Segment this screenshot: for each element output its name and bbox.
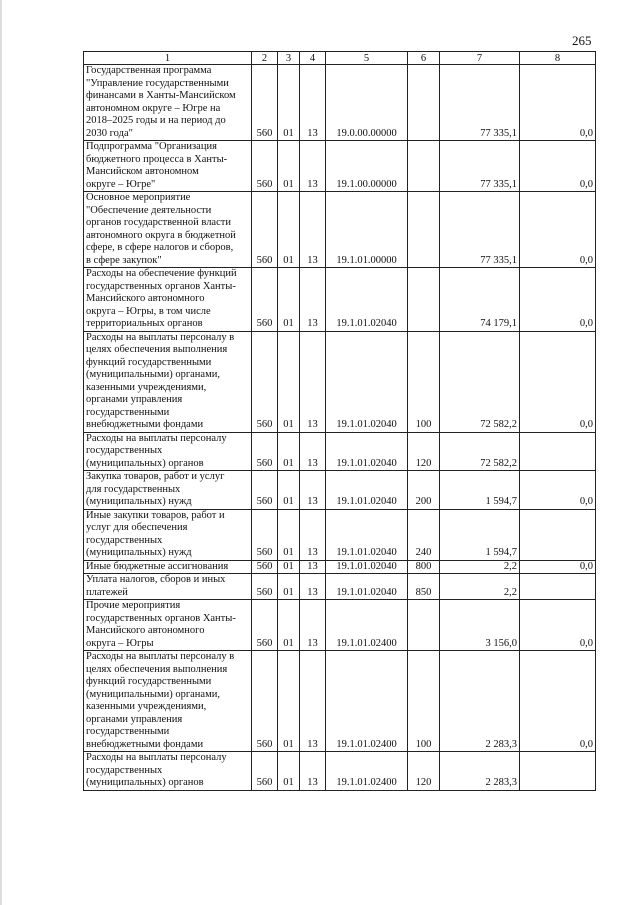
- row-name-line: Государственная программа: [86, 65, 212, 76]
- expense-type-cell: [408, 141, 440, 192]
- amount-cell: 3 156,0: [440, 600, 520, 651]
- expense-type-cell: 200: [408, 471, 440, 510]
- row-name-cell: [84, 141, 252, 192]
- expense-type-cell: 100: [408, 331, 440, 432]
- row-name-line: округа – Югры, в том числе: [86, 305, 211, 317]
- target-article-cell: 19.1.01.02400: [326, 752, 408, 791]
- amount-cell: 74 179,1: [440, 268, 520, 332]
- row-name-line: государственных: [86, 445, 163, 456]
- row-name-line: (муниципальных) нужд: [86, 496, 192, 507]
- row-name-line: внебюджетными фондами: [86, 419, 204, 430]
- row-name-line: государственными: [86, 406, 170, 418]
- target-article-cell: 19.1.00.00000: [326, 141, 408, 192]
- row-name-cell: [84, 560, 252, 574]
- budget-code-cell: 560: [252, 192, 278, 268]
- amount-cell: 72 582,2: [440, 331, 520, 432]
- row-name-line: государственных: [86, 534, 163, 546]
- column-8-cell: [520, 752, 596, 791]
- row-name-line: "Обеспечение деятельности: [86, 204, 212, 216]
- budget-code-cell: 560: [252, 331, 278, 432]
- column-8-cell: 0,0: [520, 268, 596, 332]
- budget-code-cell: 560: [252, 651, 278, 752]
- row-name-line: сфере, в сфере налогов и сборов,: [86, 242, 234, 253]
- row-name-line: Подпрограмма "Организация: [86, 141, 217, 152]
- row-name-line: 2030 года": [86, 127, 133, 139]
- budget-code-cell: 560: [252, 752, 278, 791]
- budget-code-cell: 560: [252, 432, 278, 471]
- row-name-line: государственных: [86, 764, 163, 776]
- budget-code-cell: 560: [252, 509, 278, 560]
- row-name-line: Основное мероприятие: [86, 192, 191, 203]
- budget-code-cell: 560: [252, 141, 278, 192]
- column-8-cell: 0,0: [520, 65, 596, 141]
- row-name-line: в сфере закупок": [86, 254, 162, 266]
- row-name-line: казенными учреждениями,: [86, 701, 207, 712]
- row-name-cell: [84, 331, 252, 432]
- row-name-line: 2018–2025 годы и на период до: [86, 115, 226, 126]
- column-header: 6: [408, 52, 440, 65]
- row-name-line: Уплата налогов, сборов и иных: [86, 574, 226, 585]
- subsection-cell: 13: [300, 509, 326, 560]
- table-row: [84, 471, 596, 510]
- row-name-line: (муниципальными) органами,: [86, 369, 220, 380]
- table-row: [84, 651, 596, 752]
- amount-cell: 2 283,3: [440, 752, 520, 791]
- budget-table: [83, 51, 596, 791]
- column-8-cell: [520, 432, 596, 471]
- subsection-cell: 13: [300, 651, 326, 752]
- amount-cell: 2 283,3: [440, 651, 520, 752]
- row-name-line: финансами в Ханты-Мансийском: [86, 90, 236, 101]
- column-8-cell: 0,0: [520, 651, 596, 752]
- table-row: [84, 331, 596, 432]
- row-name-line: целях обеспечения выполнения: [86, 344, 228, 355]
- column-header: 7: [440, 52, 520, 65]
- section-cell: 01: [278, 331, 300, 432]
- table-row: [84, 574, 596, 600]
- row-name-line: органов государственной власти: [86, 217, 231, 228]
- row-name-line: казенными учреждениями,: [86, 381, 207, 393]
- table-row: [84, 268, 596, 332]
- amount-cell: 77 335,1: [440, 65, 520, 141]
- target-article-cell: 19.1.01.02040: [326, 560, 408, 574]
- row-name-line: Иные бюджетные ассигнования: [86, 560, 229, 572]
- column-header: 2: [252, 52, 278, 65]
- page-number: 265: [572, 33, 592, 48]
- expense-type-cell: [408, 600, 440, 651]
- column-8-cell: 0,0: [520, 331, 596, 432]
- row-name-cell: [84, 471, 252, 510]
- row-name-line: "Управление государственными: [86, 77, 229, 89]
- section-cell: 01: [278, 141, 300, 192]
- table-row: [84, 192, 596, 268]
- column-header: 1: [84, 52, 252, 65]
- table-row: [84, 65, 596, 141]
- row-name-line: Иные закупки товаров, работ и: [86, 509, 225, 521]
- amount-cell: 1 594,7: [440, 509, 520, 560]
- row-name-cell: [84, 65, 252, 141]
- row-name-line: бюджетного процесса в Ханты-: [86, 153, 228, 165]
- budget-code-cell: 560: [252, 65, 278, 141]
- subsection-cell: 13: [300, 65, 326, 141]
- row-name-line: услуг для обеспечения: [86, 522, 188, 533]
- column-8-cell: [520, 509, 596, 560]
- subsection-cell: 13: [300, 141, 326, 192]
- table-row: [84, 141, 596, 192]
- section-cell: 01: [278, 560, 300, 574]
- column-8-cell: 0,0: [520, 192, 596, 268]
- section-cell: 01: [278, 268, 300, 332]
- row-name-line: Закупка товаров, работ и услуг: [86, 471, 225, 482]
- row-name-line: автономном округе – Югре на: [86, 102, 221, 114]
- row-name-cell: [84, 651, 252, 752]
- row-name-line: платежей: [86, 586, 128, 598]
- table-row: [84, 600, 596, 651]
- section-cell: 01: [278, 600, 300, 651]
- row-name-line: функций государственными: [86, 676, 212, 687]
- row-name-line: Мансийского автономного: [86, 293, 205, 304]
- section-cell: 01: [278, 192, 300, 268]
- amount-cell: 1 594,7: [440, 471, 520, 510]
- section-cell: 01: [278, 432, 300, 471]
- row-name-line: Расходы на выплаты персоналу: [86, 752, 227, 763]
- target-article-cell: 19.1.01.02040: [326, 432, 408, 471]
- section-cell: 01: [278, 651, 300, 752]
- budget-code-cell: 560: [252, 471, 278, 510]
- row-name-line: целях обеспечения выполнения: [86, 663, 228, 675]
- expense-type-cell: [408, 65, 440, 141]
- subsection-cell: 13: [300, 471, 326, 510]
- row-name-line: округа – Югры: [86, 637, 154, 649]
- target-article-cell: 19.1.01.02040: [326, 331, 408, 432]
- column-8-cell: 0,0: [520, 600, 596, 651]
- subsection-cell: 13: [300, 268, 326, 332]
- target-article-cell: 19.1.01.02400: [326, 600, 408, 651]
- expense-type-cell: 800: [408, 560, 440, 574]
- section-cell: 01: [278, 509, 300, 560]
- row-name-line: органами управления: [86, 713, 183, 725]
- row-name-cell: [84, 574, 252, 600]
- table-row: [84, 560, 596, 574]
- row-name-line: органами управления: [86, 394, 183, 405]
- subsection-cell: 13: [300, 752, 326, 791]
- table-row: [84, 509, 596, 560]
- target-article-cell: 19.0.00.00000: [326, 65, 408, 141]
- row-name-line: Расходы на выплаты персоналу: [86, 432, 227, 444]
- section-cell: 01: [278, 752, 300, 791]
- row-name-line: (муниципальными) органами,: [86, 688, 220, 700]
- column-8-cell: 0,0: [520, 471, 596, 510]
- expense-type-cell: [408, 192, 440, 268]
- subsection-cell: 13: [300, 192, 326, 268]
- row-name-line: (муниципальных) нужд: [86, 547, 192, 558]
- column-8-cell: [520, 574, 596, 600]
- row-name-line: (муниципальных) органов: [86, 777, 204, 788]
- scan-edge: [0, 0, 2, 905]
- row-name-cell: [84, 432, 252, 471]
- subsection-cell: 13: [300, 560, 326, 574]
- row-name-line: территориальных органов: [86, 318, 203, 329]
- amount-cell: 77 335,1: [440, 192, 520, 268]
- table-row: [84, 752, 596, 791]
- row-name-cell: [84, 509, 252, 560]
- target-article-cell: 19.1.01.02040: [326, 471, 408, 510]
- amount-cell: 77 335,1: [440, 141, 520, 192]
- amount-cell: 2,2: [440, 560, 520, 574]
- column-8-cell: 0,0: [520, 560, 596, 574]
- expense-type-cell: 240: [408, 509, 440, 560]
- row-name-line: автономного округа в бюджетной: [86, 229, 236, 241]
- row-name-line: функций государственными: [86, 356, 212, 368]
- column-header: 3: [278, 52, 300, 65]
- section-cell: 01: [278, 574, 300, 600]
- budget-code-cell: 560: [252, 560, 278, 574]
- row-name-line: (муниципальных) органов: [86, 457, 204, 469]
- section-cell: 01: [278, 65, 300, 141]
- row-name-line: Мансийского автономного: [86, 625, 205, 636]
- column-header: 5: [326, 52, 408, 65]
- row-name-cell: [84, 268, 252, 332]
- expense-type-cell: 120: [408, 752, 440, 791]
- row-name-cell: [84, 752, 252, 791]
- target-article-cell: 19.1.01.02040: [326, 268, 408, 332]
- expense-type-cell: 120: [408, 432, 440, 471]
- row-name-line: для государственных: [86, 483, 181, 495]
- budget-code-cell: 560: [252, 600, 278, 651]
- section-cell: 01: [278, 471, 300, 510]
- table-body: [84, 65, 596, 791]
- budget-code-cell: 560: [252, 268, 278, 332]
- subsection-cell: 13: [300, 432, 326, 471]
- row-name-line: Мансийском автономном: [86, 166, 199, 177]
- row-name-line: Расходы на обеспечение функций: [86, 268, 237, 279]
- target-article-cell: 19.1.01.00000: [326, 192, 408, 268]
- table-row: [84, 432, 596, 471]
- row-name-line: Расходы на выплаты персоналу в: [86, 651, 235, 662]
- target-article-cell: 19.1.01.02040: [326, 509, 408, 560]
- row-name-line: округе – Югре": [86, 178, 156, 190]
- row-name-cell: [84, 192, 252, 268]
- expense-type-cell: 100: [408, 651, 440, 752]
- expense-type-cell: [408, 268, 440, 332]
- subsection-cell: 13: [300, 574, 326, 600]
- row-name-line: Расходы на выплаты персоналу в: [86, 331, 235, 343]
- row-name-line: внебюджетными фондами: [86, 738, 204, 750]
- target-article-cell: 19.1.01.02400: [326, 651, 408, 752]
- row-name-line: Прочие мероприятия: [86, 600, 181, 611]
- amount-cell: 72 582,2: [440, 432, 520, 471]
- row-name-line: государственных органов Ханты-: [86, 280, 236, 292]
- amount-cell: 2,2: [440, 574, 520, 600]
- column-number-row: [84, 52, 596, 65]
- row-name-cell: [84, 600, 252, 651]
- subsection-cell: 13: [300, 331, 326, 432]
- subsection-cell: 13: [300, 600, 326, 651]
- column-8-cell: 0,0: [520, 141, 596, 192]
- row-name-line: государственными: [86, 726, 170, 737]
- column-header: 4: [300, 52, 326, 65]
- column-header: 8: [520, 52, 596, 65]
- target-article-cell: 19.1.01.02040: [326, 574, 408, 600]
- budget-code-cell: 560: [252, 574, 278, 600]
- row-name-line: государственных органов Ханты-: [86, 612, 236, 624]
- expense-type-cell: 850: [408, 574, 440, 600]
